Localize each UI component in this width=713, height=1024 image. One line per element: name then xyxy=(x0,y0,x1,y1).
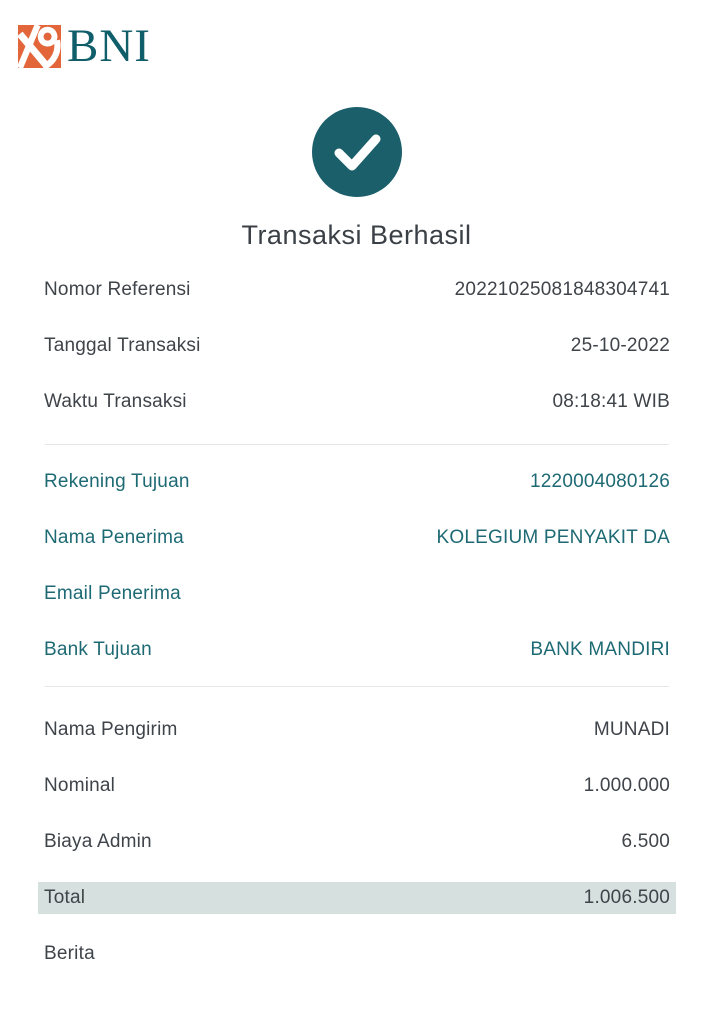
row-label: Bank Tujuan xyxy=(44,639,152,660)
row-label: Nama Pengirim xyxy=(44,719,178,740)
row-berita xyxy=(44,926,670,982)
status-section xyxy=(0,107,713,255)
row-nomor-referensi xyxy=(44,262,670,318)
row-value: 1.000.000 xyxy=(583,775,670,796)
bni-wordmark: BNI xyxy=(67,20,151,72)
row-label: Nomor Referensi xyxy=(44,279,191,300)
row-nama-penerima xyxy=(44,510,670,566)
row-email-penerima xyxy=(44,566,670,622)
row-bank-tujuan xyxy=(44,622,670,678)
row-label: Berita xyxy=(44,943,95,964)
row-label: Nama Penerima xyxy=(44,527,184,548)
row-label: Rekening Tujuan xyxy=(44,471,190,492)
success-check-icon xyxy=(312,107,402,197)
row-tanggal-transaksi xyxy=(44,318,670,374)
row-label: Email Penerima xyxy=(44,583,181,604)
section-recipient xyxy=(44,454,670,678)
section-divider xyxy=(45,444,669,445)
row-nama-pengirim xyxy=(44,702,670,758)
section-divider xyxy=(45,686,669,687)
row-value: 25-10-2022 xyxy=(570,335,670,356)
section-transaction-meta xyxy=(44,262,670,430)
row-total xyxy=(38,882,676,914)
row-value: BANK MANDIRI xyxy=(530,639,670,660)
row-biaya-admin xyxy=(44,814,670,870)
row-value: 20221025081848304741 xyxy=(454,279,670,300)
row-value: MUNADI xyxy=(593,719,670,740)
row-value: KOLEGIUM PENYAKIT DA xyxy=(436,527,670,548)
row-waktu-transaksi xyxy=(44,374,670,430)
row-label: Nominal xyxy=(44,775,116,796)
bank-header xyxy=(0,0,713,73)
status-title: Transaksi Berhasil xyxy=(241,220,472,250)
section-amounts xyxy=(44,702,670,982)
row-rekening-tujuan xyxy=(44,454,670,510)
row-label: Total xyxy=(44,887,86,908)
row-label: Tanggal Transaksi xyxy=(44,335,201,356)
receipt-details xyxy=(0,255,713,982)
bni-46-logo-icon xyxy=(18,25,61,68)
row-label: Biaya Admin xyxy=(44,831,152,852)
row-value: 1220004080126 xyxy=(530,471,670,492)
row-value: 08:18:41 WIB xyxy=(552,391,670,412)
row-nominal xyxy=(44,758,670,814)
row-label: Waktu Transaksi xyxy=(44,391,187,412)
row-value: 6.500 xyxy=(621,831,670,852)
row-value: 1.006.500 xyxy=(583,887,670,908)
